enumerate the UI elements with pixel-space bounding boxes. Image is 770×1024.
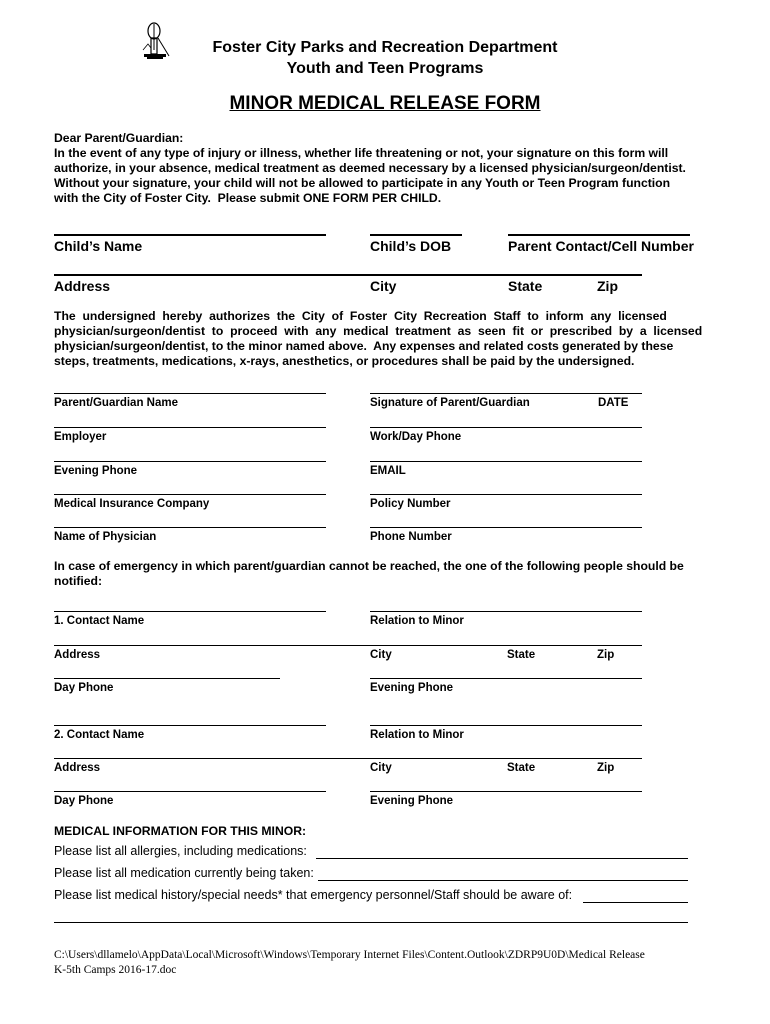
zip-label: Zip	[597, 278, 618, 294]
contact1-relation-label: Relation to Minor	[370, 615, 464, 627]
work-phone-field[interactable]	[370, 427, 642, 428]
childs-dob-field[interactable]	[370, 234, 462, 236]
physician-phone-label: Phone Number	[370, 531, 452, 543]
medication-label: Please list all medication currently being taken:	[54, 866, 314, 880]
insurance-label: Medical Insurance Company	[54, 498, 210, 510]
contact1-day-phone-label: Day Phone	[54, 682, 114, 694]
contact2-name-field[interactable]	[54, 725, 326, 726]
contact1-address-label: Address	[54, 649, 101, 661]
childs-name-label: Child’s Name	[54, 238, 143, 254]
contact1-address-field[interactable]	[54, 645, 642, 646]
contact1-name-field[interactable]	[54, 611, 326, 612]
guardian-name-field[interactable]	[54, 393, 326, 394]
childs-dob-label: Child’s DOB	[370, 238, 452, 254]
program-name: Youth and Teen Programs	[286, 60, 484, 77]
child-address-field[interactable]	[54, 274, 642, 276]
address-label: Address	[54, 278, 111, 294]
policy-number-label: Policy Number	[370, 498, 451, 510]
contact2-zip-label: Zip	[597, 762, 615, 774]
contact2-name-label: 2. Contact Name	[54, 729, 145, 741]
intro-line: In the event of any type of injury or illness, whether life threatening or not, your signature on this form will	[54, 146, 669, 160]
contact2-address-label: Address	[54, 762, 101, 774]
allergies-label: Please list all allergies, including medications:	[54, 844, 307, 858]
parent-contact-label: Parent Contact/Cell Number	[508, 238, 694, 254]
physician-field[interactable]	[54, 527, 326, 528]
medical-heading: MEDICAL INFORMATION FOR THIS MINOR:	[54, 824, 307, 838]
contact1-day-phone-field[interactable]	[54, 678, 280, 679]
medication-field[interactable]	[318, 880, 688, 881]
contact2-evening-phone-label: Evening Phone	[370, 795, 454, 807]
contact1-city-label: City	[370, 649, 392, 661]
history-field[interactable]	[583, 902, 688, 903]
contact1-name-label: 1. Contact Name	[54, 615, 145, 627]
contact2-relation-field[interactable]	[370, 725, 642, 726]
insurance-field[interactable]	[54, 494, 326, 495]
contact2-day-phone-field[interactable]	[54, 791, 326, 792]
contact2-city-label: City	[370, 762, 392, 774]
childs-name-field[interactable]	[54, 234, 326, 236]
guardian-signature-field[interactable]	[370, 393, 642, 394]
salutation: Dear Parent/Guardian:	[54, 131, 184, 145]
file-path: C:\Users\dllamelo\AppData\Local\Microsoft\Windows\Temporary Internet Files\Content.Outlook\ZDRP9U0D\Medical Release	[54, 949, 645, 961]
authorization-line: physician/surgeon/dentist, to the minor named above. Any expenses and related costs generated by these	[54, 339, 674, 353]
contact1-zip-label: Zip	[597, 649, 615, 661]
evening-phone-field[interactable]	[54, 461, 326, 462]
emergency-intro: In case of emergency in which parent/guardian cannot be reached, the one of the following people should be	[54, 559, 684, 573]
intro-line: Without your signature, your child will not be allowed to participate in any Youth or Teen Program function	[54, 176, 671, 190]
contact1-relation-field[interactable]	[370, 611, 642, 612]
policy-number-field[interactable]	[370, 494, 642, 495]
contact1-evening-phone-field[interactable]	[370, 678, 642, 679]
authorization-line: steps, treatments, medications, x-rays, anesthetics, or procedures shall be paid by the undersigned.	[54, 354, 635, 368]
contact2-evening-phone-field[interactable]	[370, 791, 642, 792]
contact2-state-label: State	[507, 762, 536, 774]
email-field[interactable]	[370, 461, 642, 462]
physician-label: Name of Physician	[54, 531, 157, 543]
history-label: Please list medical history/special needs* that emergency personnel/Staff should be aware of:	[54, 888, 573, 902]
contact1-state-label: State	[507, 649, 536, 661]
emergency-intro: notified:	[54, 574, 103, 588]
authorization-line: physician/surgeon/dentist to proceed with any medical treatment as seen fit or prescribed by a licensed	[54, 324, 703, 338]
allergies-field[interactable]	[316, 858, 688, 859]
history-field-continued[interactable]	[54, 922, 688, 923]
employer-label: Employer	[54, 431, 107, 443]
intro-line: with the City of Foster City. Please submit ONE FORM PER CHILD.	[54, 191, 442, 205]
authorization-line: The undersigned hereby authorizes the City of Foster City Recreation Staff to inform any licensed	[54, 309, 667, 323]
file-name: K-5th Camps 2016-17.doc	[54, 964, 177, 976]
guardian-name-label: Parent/Guardian Name	[54, 397, 178, 409]
parent-contact-field[interactable]	[508, 234, 690, 236]
city-label: City	[370, 278, 397, 294]
form-title: MINOR MEDICAL RELEASE FORM	[229, 93, 541, 114]
contact2-address-field[interactable]	[54, 758, 642, 759]
guardian-signature-label: Signature of Parent/Guardian	[370, 397, 530, 409]
intro-line: authorize, in your absence, medical treatment as deemed necessary by a licensed physician/surgeon/dentist.	[54, 161, 686, 175]
evening-phone-label: Evening Phone	[54, 465, 138, 477]
contact1-evening-phone-label: Evening Phone	[370, 682, 454, 694]
email-label: EMAIL	[370, 465, 406, 477]
contact2-day-phone-label: Day Phone	[54, 795, 114, 807]
date-label: DATE	[598, 397, 629, 409]
contact2-relation-label: Relation to Minor	[370, 729, 464, 741]
state-label: State	[508, 278, 543, 294]
employer-field[interactable]	[54, 427, 326, 428]
physician-phone-field[interactable]	[370, 527, 642, 528]
work-phone-label: Work/Day Phone	[370, 431, 462, 443]
department-name: Foster City Parks and Recreation Department	[212, 39, 558, 56]
